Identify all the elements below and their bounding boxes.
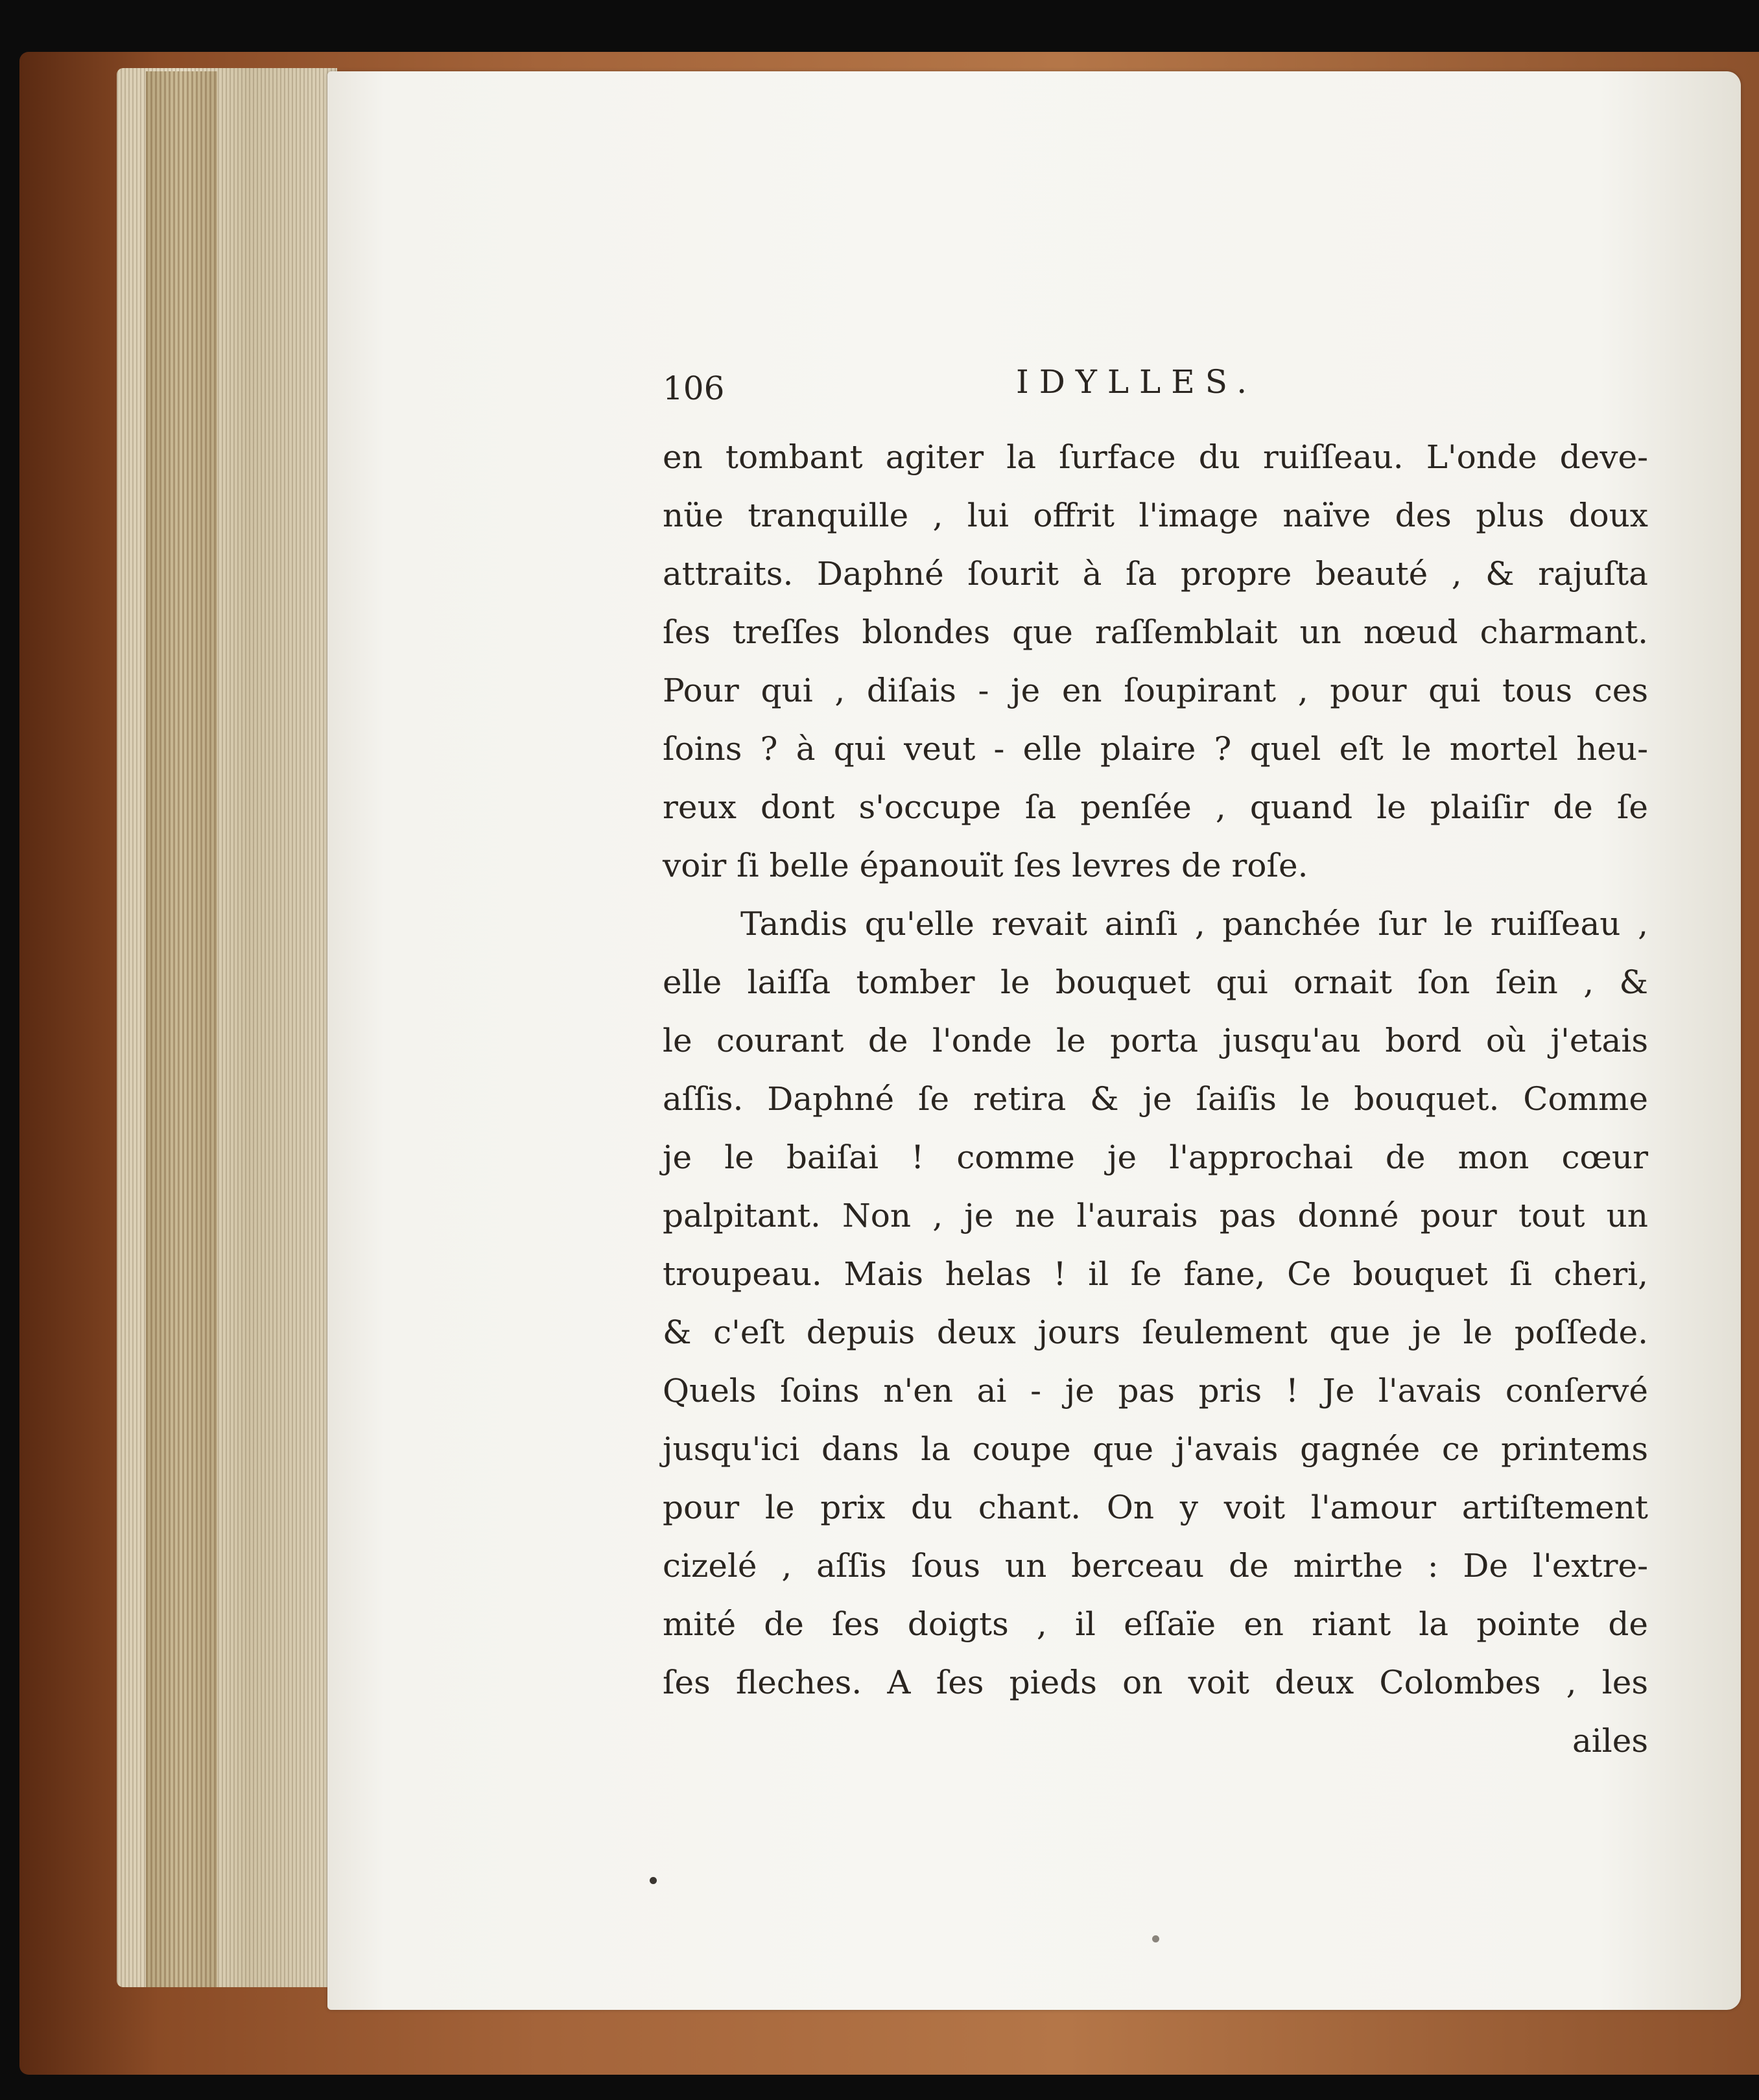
body-text: [663, 428, 1648, 1712]
text-line: mité de ſes doigts , il eſſaïe en riant la pointe de: [663, 1605, 1648, 1643]
text-line: je le baiſai ! comme je l'approchai de mon cœur: [663, 1138, 1648, 1176]
text-line: jusqu'ici dans la coupe que j'avais gagnée ce printems: [663, 1430, 1648, 1468]
text-block: [663, 363, 1648, 1770]
text-line: ſes fleches. A ſes pieds on voit deux Colombes , les: [663, 1664, 1648, 1701]
page-stack-edge: [146, 71, 217, 1987]
running-head: [663, 363, 1648, 428]
text-line: reux dont s'occupe ſa penſée , quand le plaiſir de ſe: [663, 788, 1648, 826]
text-line: palpitant. Non , je ne l'aurais pas donné pour tout un: [663, 1197, 1648, 1234]
text-line: & c'eſt depuis deux jours ſeulement que je le poſſede.: [663, 1314, 1648, 1351]
text-line: voir ſi belle épanouït ſes levres de roſe.: [663, 847, 1308, 884]
catchword: ailes: [1572, 1722, 1648, 1760]
text-line: cizelé , aſſis ſous un berceau de mirthe : De l'extre-: [663, 1547, 1648, 1585]
text-line: troupeau. Mais helas ! il ſe fane, Ce bouquet ſi cheri,: [663, 1255, 1648, 1293]
text-line: Pour qui , diſais - je en ſoupirant , pour qui tous ces: [663, 672, 1648, 709]
text-line: ſoins ? à qui veut - elle plaire ? quel eſt le mortel heu-: [663, 730, 1648, 768]
text-line: nüe tranquille , lui offrit l'image naïve des plus doux: [663, 497, 1648, 534]
text-line: aſſis. Daphné ſe retira & je ſaiſis le bouquet. Comme: [663, 1080, 1648, 1118]
running-title: IDYLLES.: [1016, 363, 1258, 401]
text-line: elle laiſſa tomber le bouquet qui ornait ſon ſein , &: [663, 963, 1648, 1001]
text-line: le courant de l'onde le porta jusqu'au bord où j'etais: [663, 1022, 1648, 1059]
text-line: Quels ſoins n'en ai - je pas pris ! Je l'avais conſervé: [663, 1372, 1648, 1410]
text-line: ſes treſſes blondes que raſſemblait un nœud charmant.: [663, 613, 1648, 651]
page-number: 106: [663, 370, 725, 407]
text-line: Tandis qu'elle revait ainſi , panchée ſur le ruiſſeau ,: [740, 905, 1648, 943]
text-line: attraits. Daphné ſourit à ſa propre beauté , & rajuſta: [663, 555, 1648, 593]
ink-speck: [650, 1877, 657, 1884]
ink-speck: [1152, 1935, 1159, 1942]
text-line: pour le prix du chant. On y voit l'amour artiſtement: [663, 1489, 1648, 1526]
text-line: en tombant agiter la ſurface du ruiſſeau. L'onde deve-: [663, 438, 1648, 476]
